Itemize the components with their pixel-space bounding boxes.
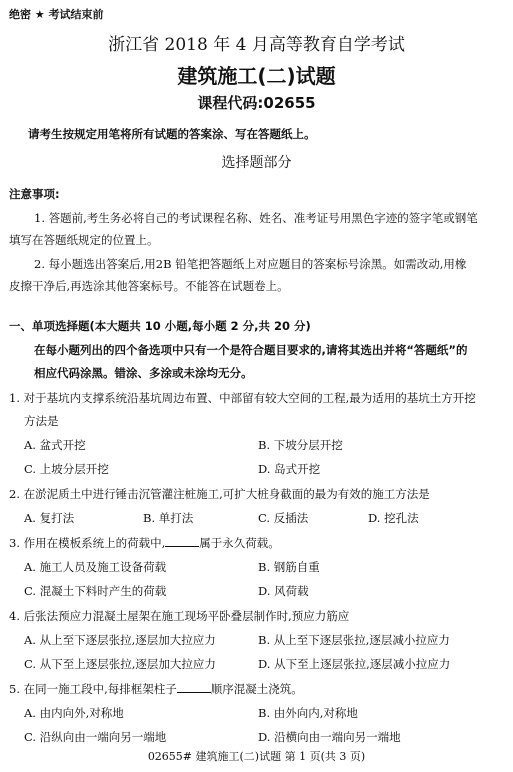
- question-5-stem-after: 顺序混凝土浇筑。: [210, 682, 303, 696]
- question-5-stem-before: 5. 在同一施工段中,每排框架柱子: [9, 682, 177, 696]
- question-1-line-1: 1. 对于基坑内支撑系统沿基坑周边布置、中部留有较大空间的工程,最为适用的基坑土方开挖: [9, 391, 476, 405]
- question-5-option-a: A. 由内向外,对称地: [24, 706, 124, 720]
- question-2-option-c: C. 反插法: [258, 511, 309, 525]
- note-2-line-2: 皮擦干净后,再选涂其他答案标号。不能答在试题卷上。: [9, 279, 289, 293]
- question-5-option-b: B. 由外向内,对称地: [258, 706, 358, 720]
- question-4-option-a: A. 从上至下逐层张拉,逐层加大拉应力: [24, 633, 216, 647]
- question-3-stem: [9, 535, 280, 551]
- question-1-line-2: 方法是: [24, 414, 59, 428]
- page-footer: 02655# 建筑施工(二)试题 第 1 页(共 3 页): [147, 750, 366, 763]
- question-1-option-b: B. 下坡分层开挖: [258, 438, 343, 452]
- question-4-option-b: B. 从上至下逐层张拉,逐层减小拉应力: [258, 633, 450, 647]
- question-5-blank: [177, 681, 211, 693]
- question-3-option-c: C. 混凝土下料时产生的荷载: [24, 584, 167, 598]
- question-3-blank: [165, 535, 199, 547]
- question-3-option-d: D. 风荷载: [258, 584, 309, 598]
- question-1-option-d: D. 岛式开挖: [258, 462, 321, 476]
- question-2-option-b: B. 单打法: [143, 511, 194, 525]
- question-3-option-a: A. 施工人员及施工设备荷载: [24, 560, 167, 574]
- question-5-option-c: C. 沿纵向由一端向另一端地: [24, 730, 167, 744]
- course-title: 建筑施工(二)试题: [177, 64, 336, 88]
- question-5-option-d: D. 沿横向由一端向另一端地: [258, 730, 401, 744]
- question-2-line-1: 2. 在淤泥质土中进行锤击沉管灌注桩施工,可扩大桩身截面的最为有效的施工方法是: [9, 487, 430, 501]
- question-3-stem-before: 3. 作用在模板系统上的荷载中,: [9, 536, 166, 550]
- note-1-line-2: 填写在答题纸规定的位置上。: [9, 233, 159, 247]
- secret-label: 绝密 ★ 考试结束前: [9, 8, 104, 21]
- question-4-line-1: 4. 后张法预应力混凝土屋架在施工现场平卧叠层制作时,预应力筋应: [9, 609, 350, 623]
- exam-title: 浙江省 2018 年 4 月高等教育自学考试: [108, 35, 405, 55]
- section-instruction-line-1: 在每小题列出的四个备选项中只有一个是符合题目要求的,请将其选出并将“答题纸”的: [34, 343, 468, 357]
- answer-instruction: 请考生按规定用笔将所有试题的答案涂、写在答题纸上。: [28, 127, 316, 141]
- question-5-stem: [9, 681, 303, 697]
- part-title: 选择题部分: [221, 155, 292, 171]
- note-1-line-1: 1. 答题前,考生务必将自己的考试课程名称、姓名、准考证号用黑色字迹的签字笔或钢笔: [34, 211, 478, 225]
- question-3-option-b: B. 钢筋自重: [258, 560, 320, 574]
- notes-heading: 注意事项:: [9, 187, 60, 201]
- section-heading: 一、单项选择题(本大题共 10 小题,每小题 2 分,共 20 分): [9, 319, 311, 333]
- question-3-stem-after: 属于永久荷载。: [199, 536, 280, 550]
- section-instruction-line-2: 相应代码涂黑。错涂、多涂或未涂均无分。: [34, 366, 253, 380]
- question-1-option-c: C. 上坡分层开挖: [24, 462, 109, 476]
- question-4-option-d: D. 从下至上逐层张拉,逐层减小拉应力: [258, 657, 451, 671]
- question-2-option-a: A. 复打法: [24, 511, 75, 525]
- question-4-option-c: C. 从下至上逐层张拉,逐层加大拉应力: [24, 657, 216, 671]
- question-2-option-d: D. 挖孔法: [368, 511, 419, 525]
- course-code: 课程代码:02655: [197, 94, 316, 112]
- question-1-option-a: A. 盆式开挖: [24, 438, 86, 452]
- note-2-line-1: 2. 每小题选出答案后,用2B 铅笔把答题纸上对应题目的答案标号涂黑。如需改动,用橡: [34, 257, 467, 271]
